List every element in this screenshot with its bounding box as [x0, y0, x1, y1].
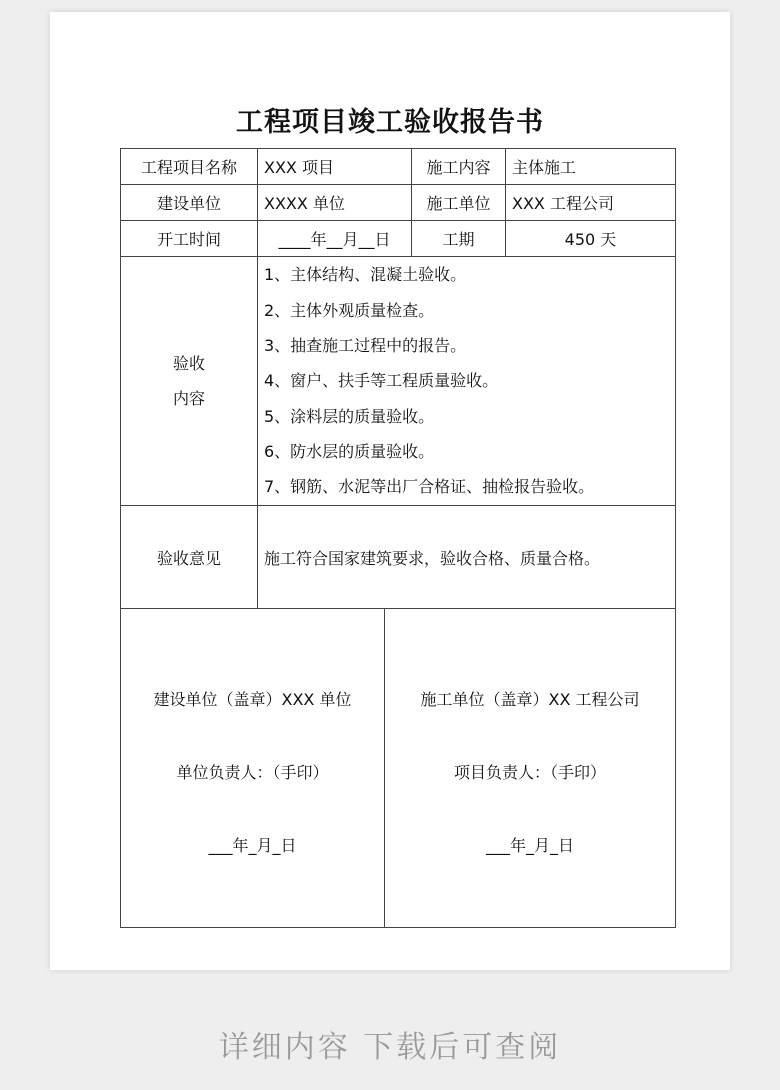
inspection-label-line: 验收: [172, 354, 205, 373]
project-name-label: 工程项目名称: [121, 149, 258, 185]
inspection-label-line: 内容: [172, 389, 205, 408]
opinion-text: 施工符合国家建筑要求，验收合格、质量合格。: [258, 506, 676, 609]
owner-unit-label: 建设单位: [121, 185, 258, 221]
owner-signature-block: [121, 609, 385, 927]
start-date-value: ____年__月__日: [258, 221, 412, 257]
contractor-person-line: 项目负责人：（手印）: [453, 763, 606, 782]
table-row: [121, 221, 676, 257]
contractor-date-line: ___年_月_日: [485, 836, 574, 855]
owner-person-line: 单位负责人：（手印）: [176, 763, 329, 782]
signature-grid: [121, 609, 675, 927]
list-item: 6、防水层的质量验收。: [264, 441, 435, 461]
contractor-label: 施工单位: [412, 185, 506, 221]
construction-content-value: 主体施工: [506, 149, 676, 185]
list-item: 5、涂料层的质量验收。: [264, 406, 435, 426]
inspection-content-label: [121, 257, 258, 506]
table-row: [121, 185, 676, 221]
contractor-seal-line: 施工单位（盖章）XX 工程公司: [420, 690, 640, 709]
list-item: 7、钢筋、水泥等出厂合格证、抽检报告验收。: [264, 477, 595, 497]
owner-date-line: ___年_月_日: [208, 836, 297, 855]
inspection-items: [258, 257, 676, 506]
owner-seal-line: 建设单位（盖章）XXX 单位: [153, 690, 352, 709]
list-item: 1、主体结构、混凝土验收。: [264, 265, 467, 285]
duration-label: 工期: [412, 221, 506, 257]
owner-unit-value: XXXX 单位: [258, 185, 412, 221]
document-title: 工程项目竣工验收报告书: [236, 107, 544, 138]
project-name-value: XXX 项目: [258, 149, 412, 185]
download-hint: 详细内容 下载后可查阅: [218, 1030, 562, 1065]
duration-value: 450 天: [506, 221, 676, 257]
list-item: 3、抽查施工过程中的报告。: [264, 336, 467, 356]
acceptance-report-table: [120, 148, 676, 928]
contractor-signature-block: [385, 609, 676, 927]
contractor-value: XXX 工程公司: [506, 185, 676, 221]
list-item: 4、窗户、扶手等工程质量验收。: [264, 371, 499, 391]
table-row: [121, 149, 676, 185]
list-item: 2、主体外观质量检查。: [264, 300, 435, 320]
signature-section: [121, 609, 676, 928]
table-row: [121, 609, 676, 928]
table-row: [121, 506, 676, 609]
start-date-label: 开工时间: [121, 221, 258, 257]
opinion-label: 验收意见: [121, 506, 258, 609]
table-row: [121, 257, 676, 506]
construction-content-label: 施工内容: [412, 149, 506, 185]
